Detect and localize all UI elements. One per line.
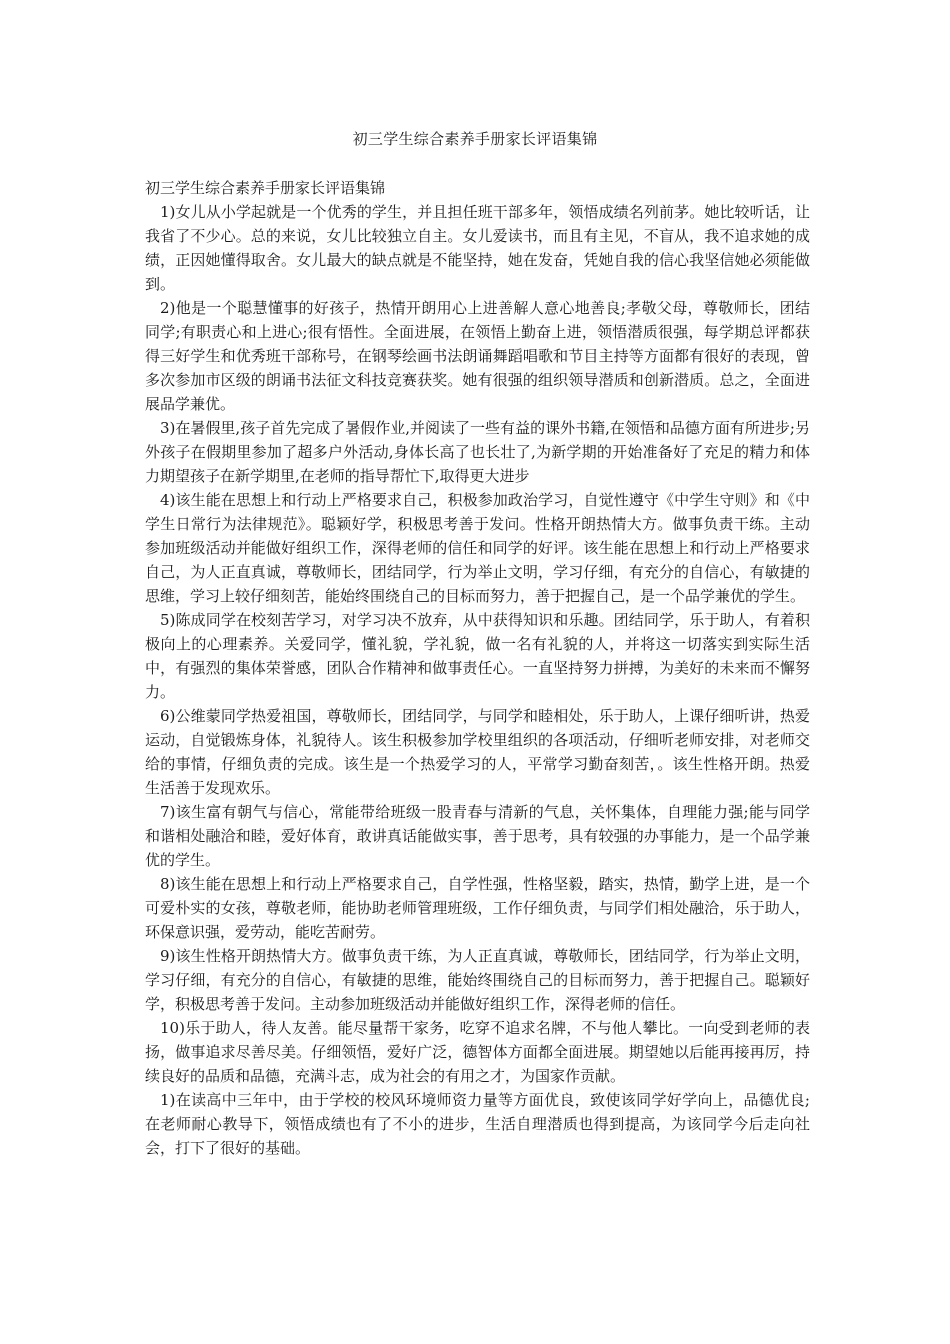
paragraph-8: 8)该生能在思想上和行动上严格要求自己，自学性强，性格坚毅，踏实，热情，勤学上进，是一个可爱朴实的女孩，尊敬老师，能协助老师管理班级，工作仔细负责，与同学们相处融洽，乐于助人，环保意识强，爱劳动，能吃苦耐劳。	[145, 875, 810, 941]
paragraph-5: 5)陈成同学在校刻苦学习，对学习决不放弃，从中获得知识和乐趣。团结同学，乐于助人，有着积极向上的心理素养。关爱同学，懂礼貌，学礼貌，做一名有礼貌的人，并将这一切落实到实际生活中，有强烈的集体荣誉感，团队合作精神和做事责任心。一直坚持努力拼搏，为美好的未来而不懈努力。	[145, 611, 810, 701]
paragraph-9: 9)该生性格开朗热情大方。做事负责干练，为人正直真诚，尊敬师长，团结同学，行为举止文明，学习仔细，有充分的自信心，有敏捷的思维，能始终围绕自己的目标而努力，善于把握自己。聪颖好学，积极思考善于发问。主动参加班级活动并能做好组织工作，深得老师的信任。	[145, 947, 810, 1013]
document-subtitle: 初三学生综合素养手册家长评语集锦	[145, 179, 386, 197]
paragraph-3: 3)在暑假里,孩子首先完成了暑假作业,并阅读了一些有益的课外书籍,在领悟和品德方面有所进步;另外孩子在假期里参加了超多户外活动,身体长高了也长壮了,为新学期的开始准备好了充足的精力和体力期望孩子在新学期里,在老师的指导帮忙下,取得更大进步	[145, 419, 810, 485]
paragraph-10: 10)乐于助人，待人友善。能尽量帮干家务，吃穿不追求名牌，不与他人攀比。一向受到老师的表扬，做事追求尽善尽美。仔细领悟，爱好广泛，德智体方面都全面进展。期望她以后能再接再厉，持续良好的品质和品德，充满斗志，成为社会的有用之才，为国家作贡献。	[145, 1019, 810, 1085]
document-body	[145, 176, 810, 1160]
document-title: 初三学生综合素养手册家长评语集锦	[352, 130, 598, 148]
paragraph-11: 1)在读高中三年中，由于学校的校风环境师资力量等方面优良，致使该同学好学向上，品德优良;在老师耐心教导下，领悟成绩也有了不小的进步，生活自理潜质也得到提高，为该同学今后走向社会，打下了很好的基础。	[145, 1091, 810, 1157]
paragraph-4: 4)该生能在思想上和行动上严格要求自己，积极参加政治学习，自觉性遵守《中学生守则》和《中学生日常行为法律规范》。聪颖好学，积极思考善于发问。性格开朗热情大方。做事负责干练。主动参加班级活动并能做好组织工作，深得老师的信任和同学的好评。该生能在思想上和行动上严格要求自己，为人正直真诚，尊敬师长，团结同学，行为举止文明，学习仔细，有充分的自信心，有敏捷的思维，学习上较仔细刻苦，能始终围绕自己的目标而努力，善于把握自己，是一个品学兼优的学生。	[145, 491, 810, 605]
paragraph-6: 6)公维蒙同学热爱祖国，尊敬师长，团结同学，与同学和睦相处，乐于助人，上课仔细听讲，热爱运动，自觉锻炼身体，礼貌待人。该生积极参加学校里组织的各项活动，仔细听老师安排，对老师交给的事情，仔细负责的完成。该生是一个热爱学习的人，平常学习勤奋刻苦，。该生性格开朗。热爱生活善于发现欢乐。	[145, 707, 810, 797]
paragraph-2: 2)他是一个聪慧懂事的好孩子，热情开朗用心上进善解人意心地善良;孝敬父母，尊敬师长，团结同学;有职责心和上进心;很有悟性。全面进展，在领悟上勤奋上进，领悟潜质很强，每学期总评都获得三好学生和优秀班干部称号，在钢琴绘画书法朗诵舞蹈唱歌和节目主持等方面都有很好的表现，曾多次参加市区级的朗诵书法征文科技竞赛获奖。她有很强的组织领导潜质和创新潜质。总之，全面进展品学兼优。	[145, 299, 810, 413]
paragraph-7: 7)该生富有朝气与信心，常能带给班级一股青春与清新的气息，关怀集体，自理能力强;能与同学和谐相处融洽和睦，爱好体育，敢讲真话能做实事，善于思考，具有较强的办事能力，是一个品学兼优的学生。	[145, 803, 810, 869]
paragraph-1: 1)女儿从小学起就是一个优秀的学生，并且担任班干部多年，领悟成绩名列前茅。她比较听话，让我省了不少心。总的来说，女儿比较独立自主。女儿爱读书，而且有主见，不盲从，我不追求她的成绩，正因她懂得取舍。女儿最大的缺点就是不能坚持，她在发奋，凭她自我的信心我坚信她必须能做到。	[145, 203, 810, 293]
